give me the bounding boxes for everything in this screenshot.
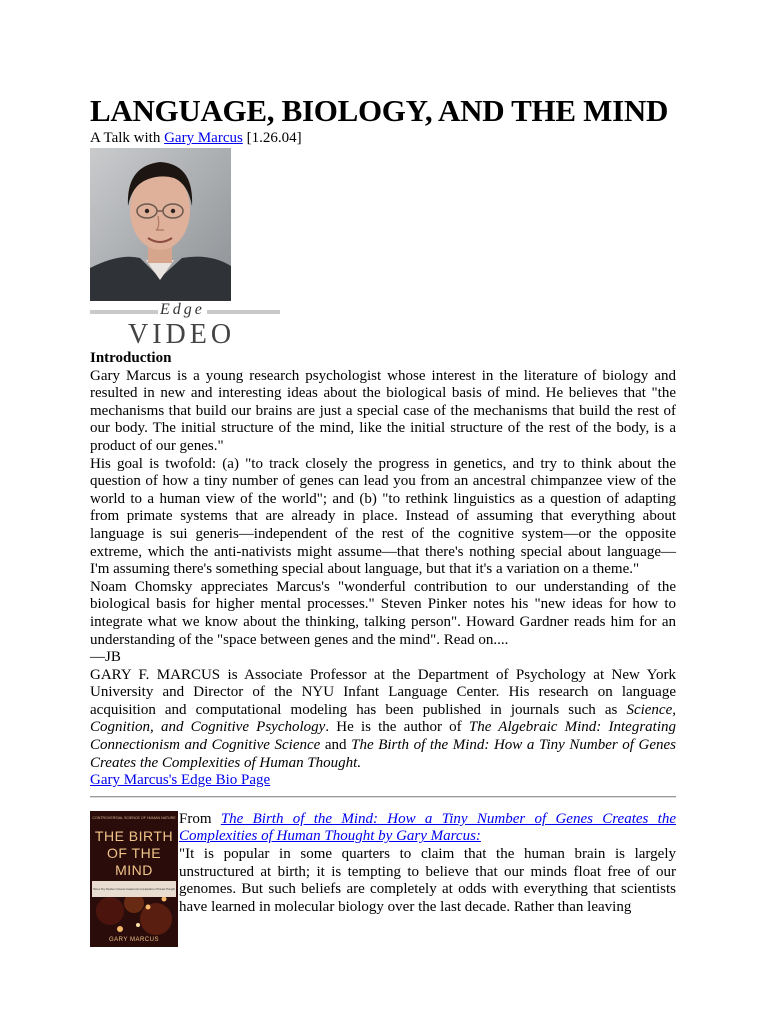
bio-text-mid: . He is the author of: [325, 719, 469, 736]
intro-heading: Introduction: [90, 350, 172, 366]
intro-paragraph-2: His goal is twofold: (a) "to track closely the progress in genetics, and try to think about the question of how a tiny number of genes can lead you from an ancestral chimpanzee view of the world to a human view of the world"; and (b) "to rethink linguistics as a question of adapting from primate systems that are already in place. Instead of assuming that everything about language is sui generis—independent of the rest of the cognitive system—or the opposite extreme, which the anti-nativists might assume—that there's nothing special about language—I'm assuming there's something special about language, but that it's a variation on a theme.": [90, 455, 676, 578]
cover-top-line: CONTROVERSIAL SCIENCE OF HUMAN NATURE: [92, 815, 176, 820]
divider: [90, 796, 676, 798]
edge-bio-link[interactable]: Gary Marcus's Edge Bio Page: [90, 772, 271, 789]
page-title: LANGUAGE, BIOLOGY, AND THE MIND: [90, 93, 669, 128]
cover-title-line-2: OF THE: [106, 844, 162, 861]
cover-title-line-1: THE BIRTH: [94, 827, 174, 844]
logo-video-text: VIDEO: [128, 319, 236, 350]
intro-paragraph-3: Noam Chomsky appreciates Marcus's "wonderful contribution to our understanding of the biological basis for higher mental processes." Steven Pinker notes his "new ideas for how to integrate what we know about the thinking, talking person". Howard Gardner reads him for an understanding of the "space between genes and the mind". Read on....: [90, 578, 676, 648]
talk-date: [1.26.04]: [242, 130, 302, 146]
subtitle: [90, 130, 676, 147]
author-photo: [90, 148, 231, 301]
excerpt-text: [179, 811, 676, 917]
book-excerpt: [90, 811, 676, 951]
author-link[interactable]: Gary Marcus: [164, 130, 243, 146]
edge-video-logo[interactable]: [90, 301, 280, 350]
excerpt-from: From: [179, 810, 221, 827]
bio-paragraph: [90, 667, 676, 773]
bio-text-and: and: [320, 737, 352, 754]
subtitle-prefix: A Talk with: [90, 130, 165, 146]
bio-journals: Science, Cognition, and Cognitive Psychology: [90, 701, 676, 736]
excerpt-source: [179, 811, 676, 846]
cover-author: GARY MARCUS: [109, 936, 159, 943]
book-link[interactable]: [179, 811, 676, 845]
excerpt-quote: "It is popular in some quarters to claim that the human brain is largely unstructured at birth; it is tempting to believe that our minds float free of our genomes. But such beliefs are completely at odds with everything that scientists have learned in molecular biology over the last decade. Rather than leaving: [179, 846, 676, 915]
logo-edge-text: Edge: [160, 301, 205, 318]
intro-paragraph-1: Gary Marcus is a young research psychologist whose interest in the literature of biology and resulted in new and interesting ideas about the biological basis of mind. He believes that "the mechanisms that build our brains are just a special case of the mechanisms that build the rest of our body. The initial structure of the mind, like the initial structure of the rest of the body, is a product of our genes.": [90, 367, 676, 454]
signoff: —JB: [90, 649, 121, 666]
cover-title-line-3: MIND: [115, 861, 153, 878]
cover-subtitle: How a Tiny Number of Genes Creates the Complexities of Human Thought: [93, 886, 176, 891]
bio-book-1: The Algebraic Mind: Integrating Connectionism and Cognitive Science: [90, 719, 676, 754]
bio-text-start: GARY F. MARCUS is Associate Professor at the Department of Psychology at New York University and Director of the NYU Infant Language Center. His research on language acquisition and computational modeling has been published in journals such as: [90, 666, 676, 718]
article: [90, 92, 676, 951]
book-cover[interactable]: [90, 811, 178, 947]
bio-book-2: The Birth of the Mind: How a Tiny Number of Genes Creates the Complexities of Human Thought.: [90, 737, 676, 771]
book-link-text: The Birth of the Mind: How a Tiny Number of Genes Creates the Complexities of Human Thought by Gary Marcus:: [179, 810, 676, 845]
